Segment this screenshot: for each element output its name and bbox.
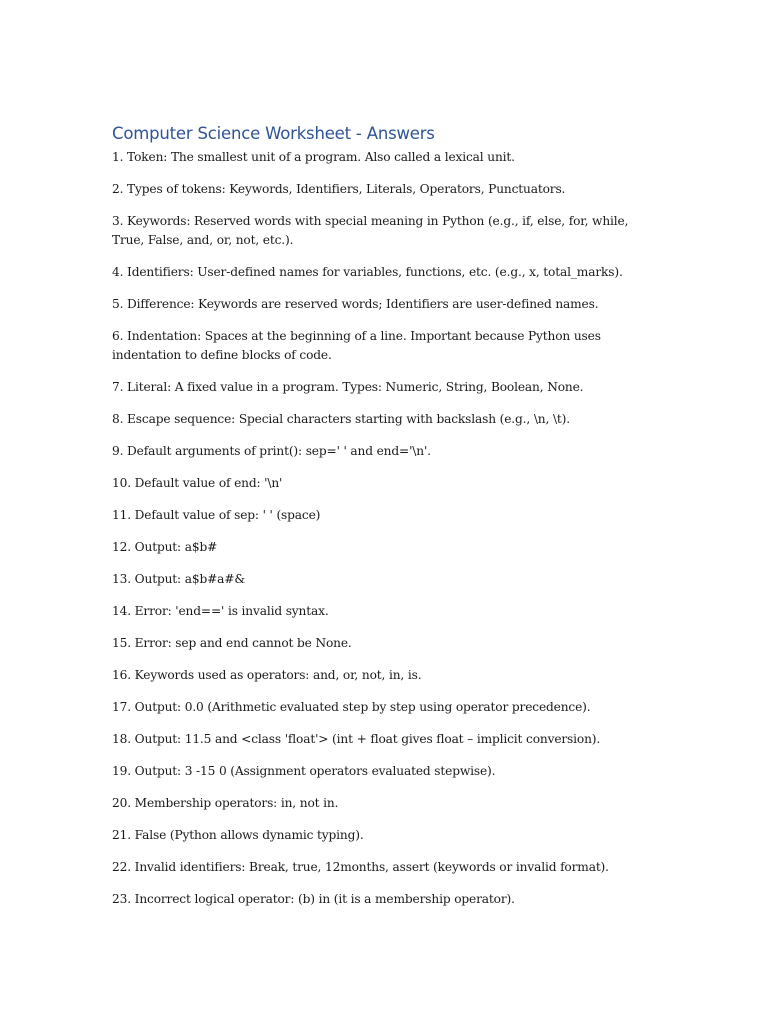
answer-item: 8. Escape sequence: Special characters starting with backslash (e.g., \n, \t).: [112, 412, 570, 426]
answer-item: 13. Output: a$b#a#&: [112, 572, 246, 586]
answer-item: 2. Types of tokens: Keywords, Identifiers, Literals, Operators, Punctuators.: [112, 182, 566, 196]
answer-item: 19. Output: 3 -15 0 (Assignment operators evaluated stepwise).: [112, 764, 496, 778]
answer-item: 18. Output: 11.5 and <class 'float'> (int + float gives float – implicit conversion).: [112, 732, 601, 746]
answer-item: 17. Output: 0.0 (Arithmetic evaluated step by step using operator precedence).: [112, 700, 591, 714]
answer-item: 5. Difference: Keywords are reserved words; Identifiers are user-defined names.: [112, 297, 599, 311]
answer-item: 6. Indentation: Spaces at the beginning of a line. Important because Python uses indentation to define blocks of code.: [112, 329, 601, 362]
answer-item: 12. Output: a$b#: [112, 540, 218, 554]
answer-item: 23. Incorrect logical operator: (b) in (it is a membership operator).: [112, 892, 515, 906]
answer-item: 16. Keywords used as operators: and, or, not, in, is.: [112, 668, 422, 682]
answer-item: 9. Default arguments of print(): sep=' ' and end='\n'.: [112, 444, 431, 458]
answer-item: 22. Invalid identifiers: Break, true, 12months, assert (keywords or invalid format).: [112, 860, 609, 874]
answer-item: 4. Identifiers: User-defined names for variables, functions, etc. (e.g., x, total_marks).: [112, 265, 623, 279]
answer-item: 20. Membership operators: in, not in.: [112, 796, 339, 810]
answer-item: 11. Default value of sep: ' ' (space): [112, 508, 321, 522]
answer-item: 3. Keywords: Reserved words with special meaning in Python (e.g., if, else, for, while, True, False, and, or, not, etc.).: [112, 214, 629, 247]
answer-item: 21. False (Python allows dynamic typing).: [112, 828, 364, 842]
document-title: Computer Science Worksheet - Answers: [112, 124, 435, 143]
answer-item: 7. Literal: A fixed value in a program. Types: Numeric, String, Boolean, None.: [112, 380, 584, 394]
answer-item: 10. Default value of end: '\n': [112, 476, 283, 490]
answer-item: 15. Error: sep and end cannot be None.: [112, 636, 352, 650]
answer-item: 14. Error: 'end==' is invalid syntax.: [112, 604, 329, 618]
answer-list: [112, 148, 664, 922]
answer-item: 1. Token: The smallest unit of a program. Also called a lexical unit.: [112, 150, 515, 164]
